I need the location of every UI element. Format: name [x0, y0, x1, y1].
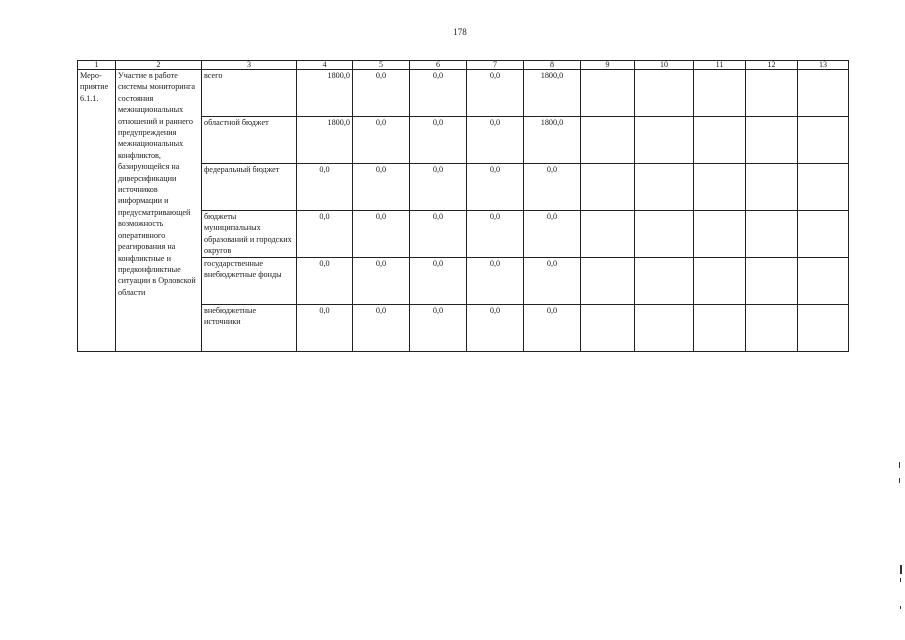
empty-cell: [694, 258, 746, 305]
empty-cell: [635, 164, 694, 211]
empty-cell: [694, 164, 746, 211]
empty-cell: [694, 70, 746, 117]
empty-cell: [746, 70, 798, 117]
cell-total: 1800,0: [297, 117, 353, 164]
empty-cell: [581, 70, 635, 117]
cell-year-1: 0,0: [353, 70, 410, 117]
column-header-9: 9: [581, 61, 635, 70]
cell-year-3: 0,0: [467, 305, 524, 352]
empty-cell: [798, 70, 849, 117]
cell-total: 1800,0: [297, 70, 353, 117]
cell-year-4: 1800,0: [524, 117, 581, 164]
empty-cell: [694, 117, 746, 164]
column-header-11: 11: [694, 61, 746, 70]
cell-total: 0,0: [297, 305, 353, 352]
cell-year-1: 0,0: [353, 258, 410, 305]
cell-year-1: 0,0: [353, 164, 410, 211]
scan-edge-mark: [899, 462, 900, 468]
cell-total: 0,0: [297, 211, 353, 258]
column-header-6: 6: [410, 61, 467, 70]
cell-year-2: 0,0: [410, 117, 467, 164]
empty-cell: [746, 211, 798, 258]
empty-cell: [581, 211, 635, 258]
item-name: Участие в работе системы мониторинга состояния межнациональных отношений и раннего предупреждения межнациональных конфликтов, базирующейся на диверсификации источников информации и предусматривающей возможность оперативного реагирования на конфликтные и предконфликтные ситуации в Орловской области: [116, 70, 202, 352]
empty-cell: [694, 305, 746, 352]
cell-year-3: 0,0: [467, 211, 524, 258]
empty-cell: [798, 117, 849, 164]
cell-year-4: 0,0: [524, 258, 581, 305]
cell-year-2: 0,0: [410, 211, 467, 258]
empty-cell: [635, 305, 694, 352]
empty-cell: [694, 211, 746, 258]
item-code: Меро-приятие 6.1.1.: [78, 70, 116, 352]
empty-cell: [635, 211, 694, 258]
cell-year-3: 0,0: [467, 117, 524, 164]
column-header-2: 2: [116, 61, 202, 70]
cell-year-3: 0,0: [467, 164, 524, 211]
cell-year-4: 0,0: [524, 211, 581, 258]
cell-year-2: 0,0: [410, 70, 467, 117]
table-row: [78, 70, 849, 117]
empty-cell: [746, 164, 798, 211]
funding-source: всего: [202, 70, 297, 117]
cell-year-1: 0,0: [353, 211, 410, 258]
empty-cell: [798, 211, 849, 258]
page-number: 178: [453, 27, 467, 37]
cell-year-4: 0,0: [524, 164, 581, 211]
cell-total: 0,0: [297, 258, 353, 305]
column-header-13: 13: [798, 61, 849, 70]
column-header-7: 7: [467, 61, 524, 70]
empty-cell: [635, 70, 694, 117]
funding-source: федеральный бюджет: [202, 164, 297, 211]
header-row: [78, 61, 849, 70]
empty-cell: [798, 305, 849, 352]
cell-year-4: 1800,0: [524, 70, 581, 117]
empty-cell: [635, 117, 694, 164]
scan-edge-mark: [900, 578, 901, 582]
column-header-1: 1: [78, 61, 116, 70]
column-header-10: 10: [635, 61, 694, 70]
column-header-12: 12: [746, 61, 798, 70]
cell-year-2: 0,0: [410, 164, 467, 211]
empty-cell: [746, 258, 798, 305]
column-header-8: 8: [524, 61, 581, 70]
cell-year-4: 0,0: [524, 305, 581, 352]
scan-edge-mark: [900, 565, 902, 574]
column-header-4: 4: [297, 61, 353, 70]
funding-source: внебюджетные источники: [202, 305, 297, 352]
empty-cell: [635, 258, 694, 305]
empty-cell: [798, 164, 849, 211]
cell-year-1: 0,0: [353, 305, 410, 352]
scan-edge-mark: [899, 478, 900, 483]
cell-year-2: 0,0: [410, 258, 467, 305]
empty-cell: [581, 258, 635, 305]
empty-cell: [798, 258, 849, 305]
funding-source: бюджеты муниципальных образований и городских округов: [202, 211, 297, 258]
column-header-5: 5: [353, 61, 410, 70]
cell-year-3: 0,0: [467, 70, 524, 117]
empty-cell: [581, 117, 635, 164]
empty-cell: [581, 164, 635, 211]
cell-total: 0,0: [297, 164, 353, 211]
cell-year-3: 0,0: [467, 258, 524, 305]
cell-year-1: 0,0: [353, 117, 410, 164]
budget-table: [77, 60, 849, 352]
empty-cell: [746, 305, 798, 352]
empty-cell: [746, 117, 798, 164]
column-header-3: 3: [202, 61, 297, 70]
scan-edge-mark: [900, 606, 901, 609]
empty-cell: [581, 305, 635, 352]
funding-source: областной бюджет: [202, 117, 297, 164]
cell-year-2: 0,0: [410, 305, 467, 352]
funding-source: государственные внебюджетные фонды: [202, 258, 297, 305]
